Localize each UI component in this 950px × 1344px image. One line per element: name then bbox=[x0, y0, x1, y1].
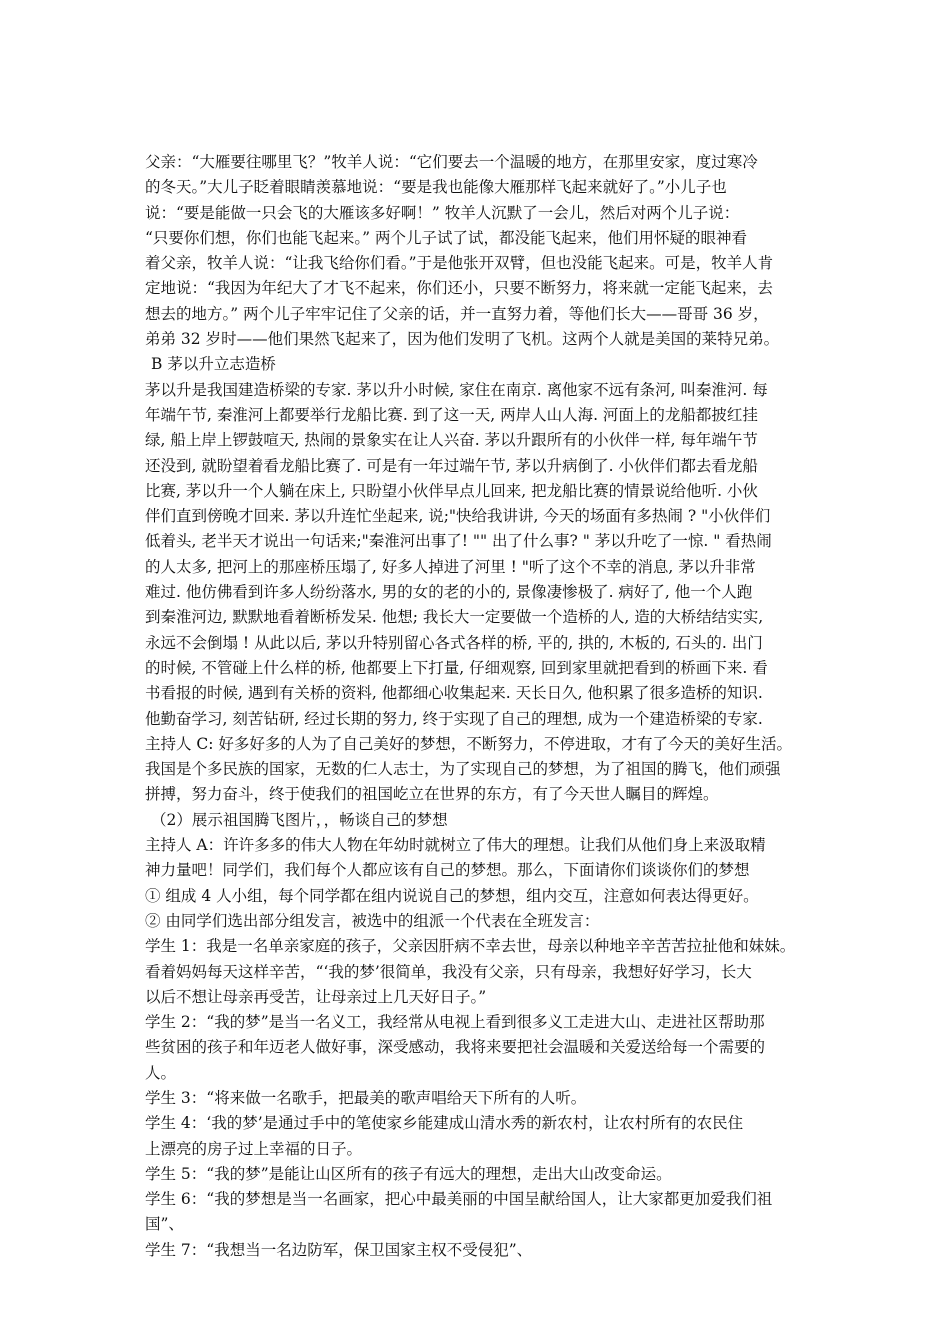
paragraph-line: 主持人 C: 好多好多的人为了自己美好的梦想，不断努力，不停进取，才有了今天的美好生活。 bbox=[145, 734, 792, 753]
paragraph-line: 到秦淮河边, 默默地看着断桥发呆. 他想; 我长大一定要做一个造桥的人, 造的大桥结结实实, bbox=[145, 608, 764, 627]
paragraph-line: 上漂亮的房子过上幸福的日子。 bbox=[145, 1139, 363, 1158]
paragraph-line: 的冬天。”大儿子眨着眼睛羡慕地说：“要是我也能像大雁那样飞起来就好了。”小儿子也 bbox=[145, 178, 727, 197]
paragraph-line: 人。 bbox=[145, 1063, 177, 1082]
paragraph-line: 低着头, 老半天才说出一句话来;"秦淮河出事了! "" 出了什么事? " 茅以升吃了一惊. " 看热闹 bbox=[145, 532, 772, 551]
paragraph-line: 学生 1：我是一名单亲家庭的孩子，父亲因肝病不幸去世，母亲以种地辛辛苦苦拉扯他和妹妹。 bbox=[145, 937, 796, 956]
section-heading: （2）展示祖国腾飞图片，，畅谈自己的梦想 bbox=[151, 810, 448, 829]
paragraph-line: 弟弟 32 岁时——他们果然飞起来了，因为他们发明了飞机。这两个人就是美国的莱特兄弟。 bbox=[145, 330, 780, 349]
paragraph-line: 些贫困的孩子和年迈老人做好事，深受感动，我将来要把社会温暖和关爱送给每一个需要的 bbox=[145, 1038, 766, 1057]
paragraph-line: 绿, 船上岸上锣鼓喧天, 热闹的景象实在让人兴奋. 茅以升跟所有的小伙伴一样, 每年端午节 bbox=[145, 431, 758, 450]
paragraph-line: 看着妈妈每天这样辛苦，“‘我的梦’很简单，我没有父亲，只有母亲，我想好好学习，长大 bbox=[145, 962, 752, 981]
paragraph-line: 定地说：“我因为年纪大了才飞不起来，你们还小，只要不断努力，将来就一定能飞起来，去 bbox=[145, 279, 773, 298]
paragraph-line: 茅以升是我国建造桥梁的专家. 茅以升小时候, 家住在南京. 离他家不远有条河, 叫秦淮河. 每 bbox=[145, 380, 768, 399]
paragraph-line: 主持人 A：许许多多的伟大人物在年幼时就树立了伟大的理想。让我们从他们身上来汲取精 bbox=[145, 836, 766, 855]
paragraph-line: 学生 3：“将来做一名歌手，把最美的歌声唱给天下所有的人听。 bbox=[145, 1088, 587, 1107]
paragraph-line: 伴们直到傍晚才回来. 茅以升连忙坐起来, 说;"快给我讲讲, 今天的场面有多热闹 ? "小伙伴们 bbox=[145, 507, 771, 526]
paragraph-line: 着父亲，牧羊人说：“让我飞给你们看。”于是他张开双臂，但也没能飞起来。可是，牧羊人肯 bbox=[145, 254, 774, 273]
paragraph-line: “只要你们想，你们也能飞起来。” 两个儿子试了试，都没能飞起来，他们用怀疑的眼神看 bbox=[145, 228, 748, 247]
paragraph-line: 学生 5：“我的梦”是能让山区所有的孩子有远大的理想，走出大山改变命运。 bbox=[145, 1164, 672, 1183]
paragraph-line: 的时候, 不管碰上什么样的桥, 他都要上下打量, 仔细观察, 回到家里就把看到的桥画下来. 看 bbox=[145, 658, 768, 677]
paragraph-line: 难过. 他仿佛看到许多人纷纷落水, 男的女的老的小的, 景像凄惨极了. 病好了, 他一个人跑 bbox=[145, 583, 753, 602]
paragraph-line: 年端午节, 秦淮河上都要举行龙船比赛. 到了这一天, 两岸人山人海. 河面上的龙船都披红挂 bbox=[145, 405, 758, 424]
paragraph-line: 说：“要是能做一只会飞的大雁该多好啊！” 牧羊人沉默了一会儿，然后对两个儿子说： bbox=[145, 203, 740, 222]
paragraph-line: 国”、 bbox=[145, 1215, 184, 1234]
paragraph-line: 书看报的时候, 遇到有关桥的资料, 他都细心收集起来. 天长日久, 他积累了很多造桥的知识. bbox=[145, 684, 763, 703]
list-item: ① 组成 4 人小组，每个同学都在组内说说自己的梦想，组内交互，注意如何表达得更好。 bbox=[145, 886, 759, 905]
paragraph-line: 学生 2：“我的梦”是当一名义工，我经常从电视上看到很多义工走进大山、走进社区帮助那 bbox=[145, 1013, 765, 1032]
paragraph-line: 拼搏，努力奋斗，终于使我们的祖国屹立在世界的东方，有了今天世人瞩目的辉煌。 bbox=[145, 785, 719, 804]
list-item: ② 由同学们选出部分组发言，被选中的组派一个代表在全班发言： bbox=[145, 911, 600, 930]
paragraph-line: 父亲：“大雁要往哪里飞？”牧羊人说：“它们要去一个温暖的地方，在那里安家，度过寒冷 bbox=[145, 153, 758, 171]
paragraph-line: 学生 4：‘我的梦’是通过手中的笔使家乡能建成山清水秀的新农村，让农村所有的农民住 bbox=[145, 1114, 744, 1133]
paragraph-line: 的人太多, 把河上的那座桥压塌了, 好多人掉进了河里 ! "听了这个不幸的消息, 茅以升非常 bbox=[145, 557, 756, 576]
paragraph-line: 我国是个多民族的国家，无数的仁人志士，为了实现自己的梦想，为了祖国的腾飞，他们顽强 bbox=[145, 760, 781, 779]
section-heading: B 茅以升立志造桥 bbox=[151, 355, 276, 374]
paragraph-line: 比赛, 茅以升一个人躺在床上, 只盼望小伙伴早点儿回来, 把龙船比赛的情景说给他听. 小伙 bbox=[145, 481, 758, 500]
paragraph-line: 学生 6：“我的梦想是当一名画家，把心中最美丽的中国呈献给国人，让大家都更加爱我们祖 bbox=[145, 1190, 773, 1209]
paragraph-line: 他勤奋学习, 刻苦钻研, 经过长期的努力, 终于实现了自己的理想, 成为一个建造桥梁的专家. bbox=[145, 709, 763, 728]
paragraph-line: 想去的地方。” 两个儿子牢牢记住了父亲的话，并一直努力着，等他们长大——哥哥 36 岁， bbox=[145, 304, 769, 323]
paragraph-line: 以后不想让母亲再受苦，让母亲过上几天好日子。” bbox=[145, 987, 487, 1006]
paragraph-line: 神力量吧！同学们，我们每个人都应该有自己的梦想。那么，下面请你们谈谈你们的梦想 bbox=[145, 861, 750, 880]
paragraph-line: 学生 7：“我想当一名边防军，保卫国家主权不受侵犯”、 bbox=[145, 1240, 533, 1259]
paragraph-line: 还没到, 就盼望着看龙船比赛了. 可是有一年过端午节, 茅以升病倒了. 小伙伴们都去看龙船 bbox=[145, 456, 758, 475]
paragraph-line: 永远不会倒塌 ! 从此以后, 茅以升特别留心各式各样的桥, 平的, 拱的, 木板的, 石头的. 出门 bbox=[145, 633, 763, 652]
document-body bbox=[145, 150, 825, 1263]
